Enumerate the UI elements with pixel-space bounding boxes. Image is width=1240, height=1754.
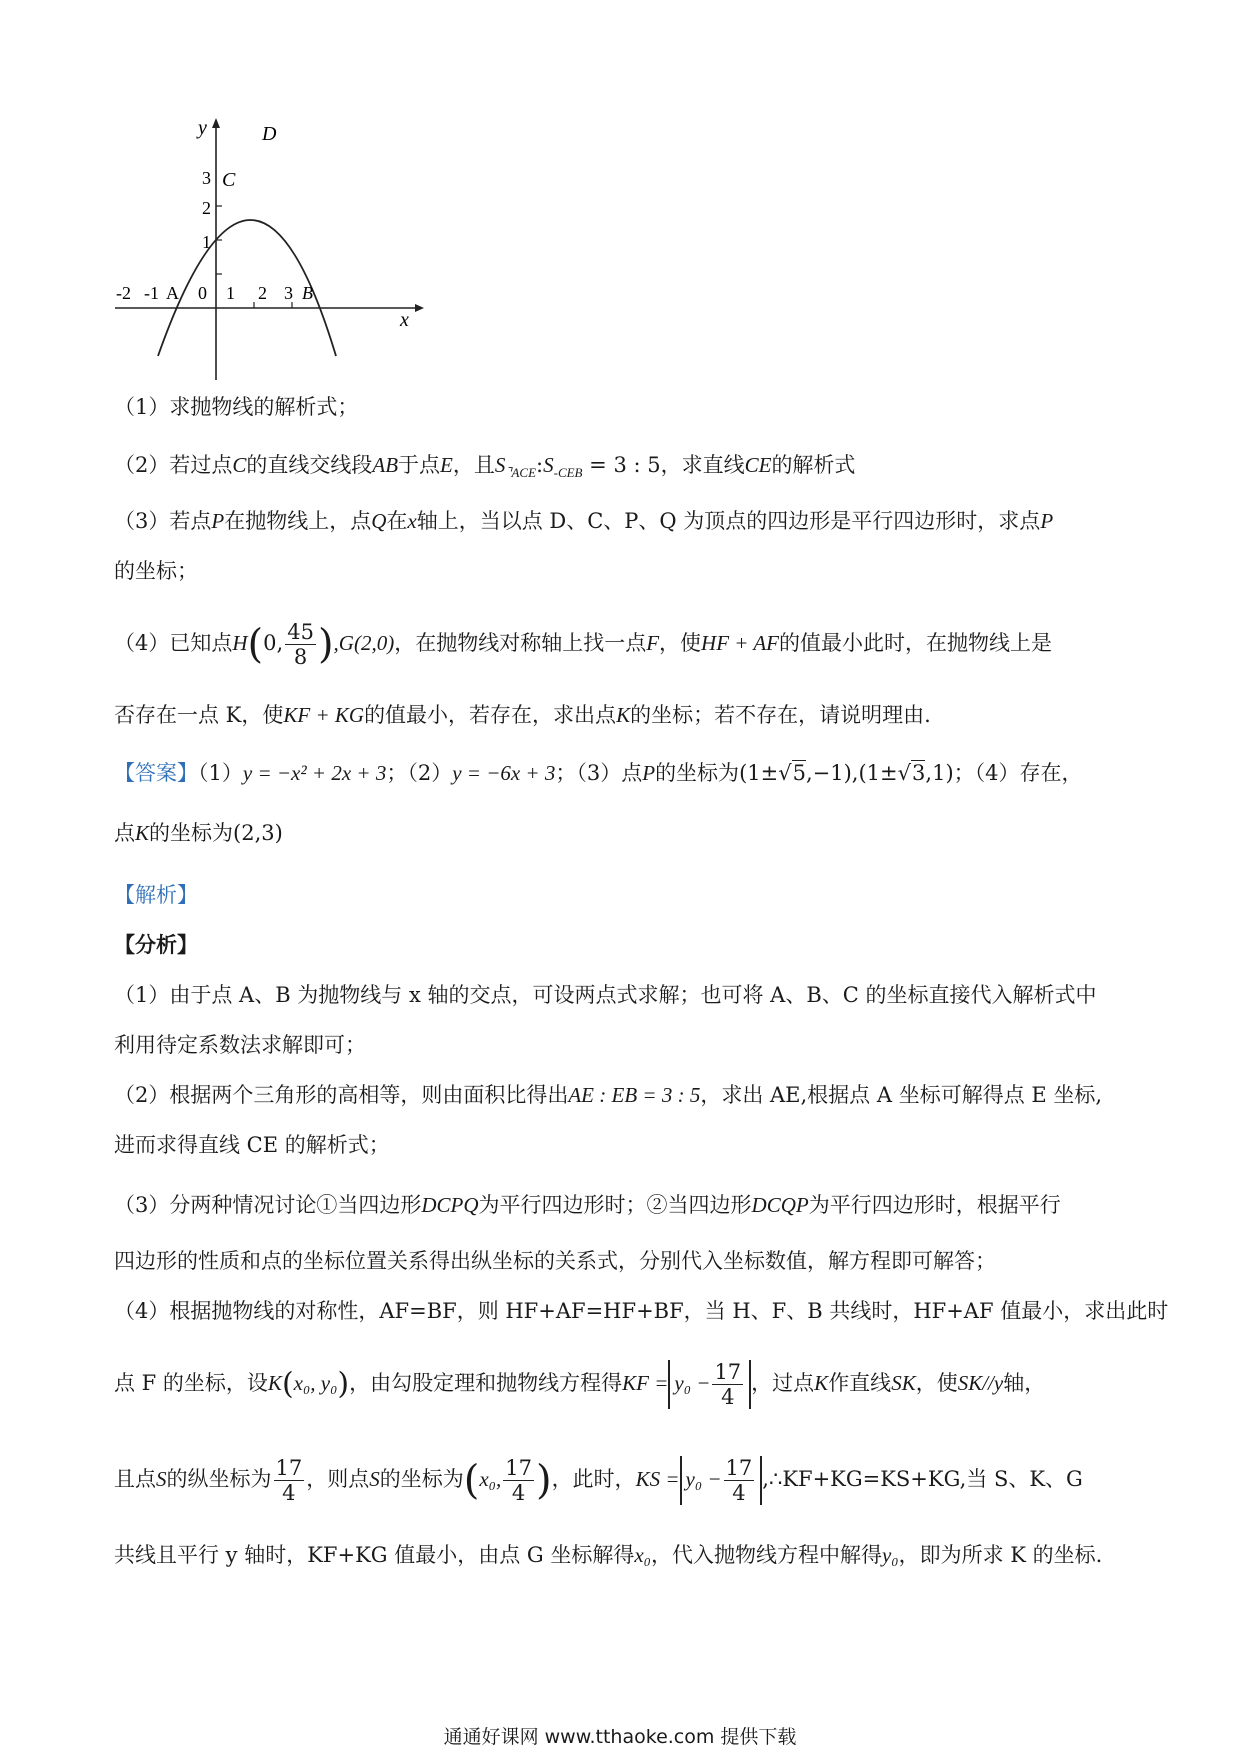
abs-value-ks: y₀ − $\frac{17}{4}$ — [680, 1456, 763, 1505]
x-axis-arrow — [415, 304, 424, 312]
y-axis-label: y — [198, 118, 207, 139]
x-axis-label: x — [400, 309, 409, 331]
y-axis-arrow — [212, 118, 220, 128]
jiexi-tag: 【解析】 — [114, 883, 198, 907]
solution-3-line-1: （3）分两种情况讨论①当四边形DCPQ为平行四边形时；②当四边形DCQP为平行四边形时，根据平行 — [114, 1193, 1061, 1217]
solution-4-line-1: （4）根据抛物线的对称性，AF=BF，则 HF+AF=HF+BF，当 H、F、B 共线时，HF+AF 值最小，求出此时 — [114, 1299, 1169, 1323]
solution-4-line-2: 点 F 的坐标，设K(x₀, y₀)，由勾股定理和抛物线方程得KF = y₀ − $\frac{17}{4}$ ，过点K作直线SK，使SK//y轴， — [114, 1360, 1046, 1409]
question-3-line-2: 的坐标； — [114, 559, 198, 583]
question-4-line-1: （4）已知点H(0, $\frac{45}{8}$ ),G(2,0)，在抛物线对称轴上找一点F，使HF + AF的值最小此时，在抛物线上是 — [114, 620, 1052, 669]
x-tick-1: 1 — [226, 283, 235, 303]
solution-3-line-2: 四边形的性质和点的坐标位置关系得出纵坐标的关系式，分别代入坐标数值，解方程即可解答； — [114, 1249, 996, 1273]
answer-tag: 【答案】 — [114, 761, 198, 785]
y-tick-3: 3 — [202, 168, 211, 188]
y-tick-1: 1 — [202, 232, 211, 252]
answer-line-1: 【答案】（1）y = −x² + 2x + 3；（2）y = −6x + 3；（3）点P的坐标为(1±√5,−1),(1±√3,1)；（4）存在， — [114, 761, 1083, 785]
x-tick-3: 3 — [284, 283, 293, 303]
point-label-A: A — [166, 283, 179, 303]
vertex-label-D: D — [262, 123, 277, 145]
question-4-line-2: 否存在一点 K，使KF + KG的值最小，若存在，求出点K的坐标；若不存在，请说明理由. — [114, 703, 931, 727]
solution-1-line-1: （1）由于点 A、B 为抛物线与 x 轴的交点，可设两点式求解；也可将 A、B、C 的坐标直接代入解析式中 — [114, 983, 1097, 1007]
question-1: （1）求抛物线的解析式； — [114, 395, 359, 419]
fenxi-tag: 【分析】 — [114, 932, 198, 957]
solution-4-line-3: 且点S的纵坐标为 $\frac{17}{4}$ ，则点S的坐标为(x₀, $\frac{17}{4}$ )，此时，KS = y₀ − $\frac{17}{4}$ ,∴KF+KG=KS+KG,当 S、K、G — [114, 1456, 1083, 1505]
question-3-line-1: （3）若点P在抛物线上，点Q在x轴上，当以点 D、C、P、Q 为顶点的四边形是平行四边形时，求点P — [114, 509, 1054, 533]
solution-2-line-2: 进而求得直线 CE 的解析式； — [114, 1133, 390, 1157]
footer-watermark: 通通好课网 www.tthaoke.com 提供下载 — [443, 1726, 797, 1748]
answer-line-2: 点K的坐标为(2,3) — [114, 821, 283, 845]
solution-1-line-2: 利用待定系数法求解即可； — [114, 1033, 366, 1057]
solution-4-line-4: 共线且平行 y 轴时，KF+KG 值最小，由点 G 坐标解得x₀，代入抛物线方程中解得y₀，即为所求 K 的坐标. — [114, 1543, 1103, 1567]
solution-2-line-1: （2）根据两个三角形的高相等，则由面积比得出AE : EB = 3 : 5，求出 AE,根据点 A 坐标可解得点 E 坐标, — [114, 1083, 1103, 1107]
point-label-B: B — [302, 283, 313, 303]
y-tick-2: 2 — [202, 198, 211, 218]
x-tick-2: 2 — [258, 283, 267, 303]
parabola-graph — [110, 118, 430, 388]
point-label-C: C — [222, 169, 236, 191]
origin-label: 0 — [198, 283, 207, 303]
question-2: （2）若过点C的直线交线段AB于点E，且$S_{⌝ACE}:S_{-CEB} = 3$ : 5，求直线CE的解析式 — [114, 453, 856, 481]
x-tick--2: -2 — [116, 283, 131, 303]
fraction-45-8: $\frac{45}{8}$ — [287, 620, 314, 669]
abs-value-kf: y₀ − $\frac{17}{4}$ — [668, 1360, 751, 1409]
x-tick--1: -1 — [144, 283, 159, 303]
